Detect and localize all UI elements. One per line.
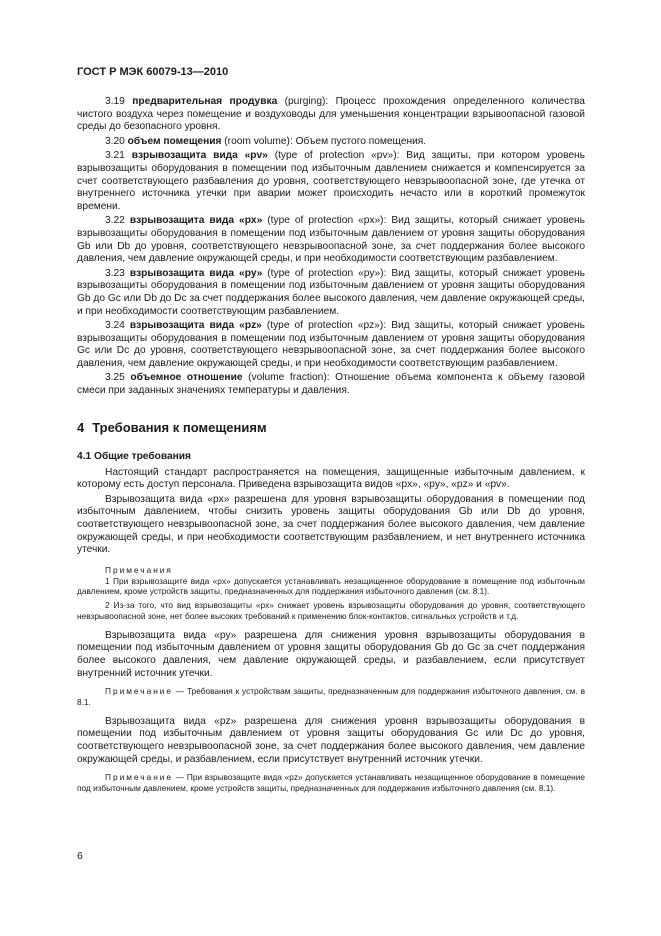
- definition-text: (purging): Процесс прохождения определенного количества чистого воздуха через помещение и воздуховоды для уменьшения концентрации взрывоопасной газовой среды до безопасного уровня.: [77, 96, 585, 133]
- definition-term: взрывозащита вида «pz»: [129, 320, 262, 332]
- definition-number: 3.24: [105, 320, 125, 332]
- body-paragraph-px: Взрывозащита вида «px» разрешена для уровня взрывозащиты оборудования в помещении под избыточным давлением, чтобы снизить уровень защиты оборудования Gb или Db до уровня, соответствующего невзрывоопасной зоне, за счет поддержания более высокого давления, чем давление окружающей среды, и при необходимости соответствующим разбавлением, и нет внутреннего источника утечки.: [77, 493, 585, 556]
- definition-number: 3.22: [105, 215, 125, 227]
- definitions-list: [77, 96, 585, 398]
- note-4-label: Примечание: [105, 772, 174, 783]
- body-paragraph-scope: Настоящий стандарт распространяется на помещения, защищенные избыточным давлением, к которому есть доступ персонала. Приведена взрывозащита видов «px», «py», «pz» и «pv».: [77, 466, 585, 491]
- definition-3-25: [77, 372, 585, 397]
- definition-text: (type of protection «px»): Вид защиты, который снижает уровень взрывозащиты оборудования в помещении под избыточным давлением от уровня защиты оборудования Gb или Db до уровня, соответствующего невзрывоопасной зоне, за счет поддержания более высокого давления, чем давление окружающей среды, и при необходимости соответствующим разбавлением.: [77, 215, 585, 265]
- definition-number: 3.20: [105, 135, 125, 147]
- note-2: 2 Из-за того, что вид взрывозащиты «px» снижает уровень взрывозащиты оборудования до уровня, соответствующего невзрывоопасной зоне, нет более высоких требований к применению блок-контактов, сигнальных устройств и т.д.: [77, 600, 585, 621]
- definition-term: взрывозащита вида «px»: [129, 215, 263, 227]
- definition-number: 3.21: [105, 150, 125, 162]
- definition-3-19: [77, 96, 585, 134]
- subsection-heading: [77, 451, 585, 462]
- definition-3-23: [77, 268, 585, 318]
- section-number: 4: [77, 419, 85, 435]
- definition-text: (room volume): Объем пустого помещения.: [221, 135, 427, 147]
- subsection-title: Общие требования: [94, 450, 192, 462]
- definition-term: объемное отношение: [130, 372, 243, 384]
- definition-term: взрывозащита вида «pv»: [131, 150, 268, 162]
- notes-heading: Примечания: [105, 564, 173, 575]
- definition-text: (type of protection «pz»): Вид защиты, который снижает уровень взрывозащиты оборудования в помещении под избыточным давлением от уровня защиты оборудования Gc или Dc до уровня, соответствующего невзрывоопасной зоне, за счет поддержания более высокого давления, чем давление окружающей среды, и при необходимости соответствующим разбавлением.: [77, 320, 585, 369]
- page-number: 6: [77, 850, 83, 862]
- definition-3-24: [77, 320, 585, 370]
- section-title: Требования к помещениям: [92, 419, 267, 435]
- definition-number: 3.19: [105, 96, 125, 107]
- definition-term: предварительная продувка: [132, 96, 278, 107]
- definition-3-21: [77, 150, 585, 213]
- page-content: [77, 96, 585, 794]
- note-3-label: Примечание: [105, 686, 174, 697]
- note-4: [77, 772, 585, 794]
- note-3: [77, 686, 585, 708]
- note-4-text: — При взрывозащите вида «pz» допускается устанавливать незащищенное оборудование в помещение под избыточным давлением, кроме устройств защиты, предназначенных для поддержания избыточного давления (см. 8.1).: [77, 772, 585, 793]
- subsection-number: 4.1: [77, 450, 92, 462]
- body-paragraph-pz: Взрывозащита вида «pz» разрешена для снижения уровня взрывозащиты оборудования в помещении под избыточным давлением от уровня защиты оборудования Gc или Dc до уровня, соответствующего невзрывоопасной зоне, за счет поддержания более высокого давления, чем давление окружающей среды, и разбавлением, если присутствует внутренний источник утечки.: [77, 715, 585, 765]
- definition-number: 3.23: [105, 267, 125, 279]
- document-header: ГОСТ Р МЭК 60079-13—2010: [77, 66, 229, 78]
- section-heading: [77, 420, 585, 435]
- body-paragraph-py: Взрывозащита вида «py» разрешена для снижения уровня взрывозащиты оборудования в помещении под избыточным давлением от уровня защиты оборудования Gb до Gc за счет поддержания более высокого давления, чем давление окружающей среды, и разбавлением, если присутствует внутренний источник утечки.: [77, 629, 585, 679]
- definition-text: (type of protection «pv»): Вид защиты, при котором уровень взрывозащиты оборудования в помещении под избыточным давлением снижается и компенсируется за счет соответствующего разбавления до уровня, соответствующего невзрывоопасной зоне, где утечка от внутреннего источника утечки при аварии может происходить нечасто или в короткий промежуток времени.: [77, 150, 585, 212]
- note-3-text: — Требования к устройствам защиты, предназначенным для поддержания избыточного давления, см. в 8.1.: [77, 686, 585, 707]
- definition-term: взрывозащита вида «py»: [129, 267, 263, 279]
- definition-text: (volume fraction): Отношение объема компонента к объему газовой смеси при заданных значениях температуры и давления.: [77, 372, 585, 397]
- definition-3-20: [77, 136, 585, 149]
- definition-text: (type of protection «py»): Вид защиты, который снижает уровень взрывозащиты оборудования в помещении под избыточным давлением от уровня защиты оборудования Gb до Gc или Db до Dc за счет поддержания более высокого давления, чем давление окружающей среды, и при необходимости соответствующим разбавлением.: [77, 267, 585, 317]
- definition-term: объем помещения: [127, 135, 222, 147]
- note-1: 1 При взрывозащите вида «px» допускается устанавливать незащищенное оборудование в помещение под избыточным давлением, кроме устройств защиты, предназначенных для поддержания избыточного давления (см. 8.1).: [77, 575, 585, 597]
- definition-3-22: [77, 215, 585, 265]
- definition-number: 3.25: [105, 372, 125, 384]
